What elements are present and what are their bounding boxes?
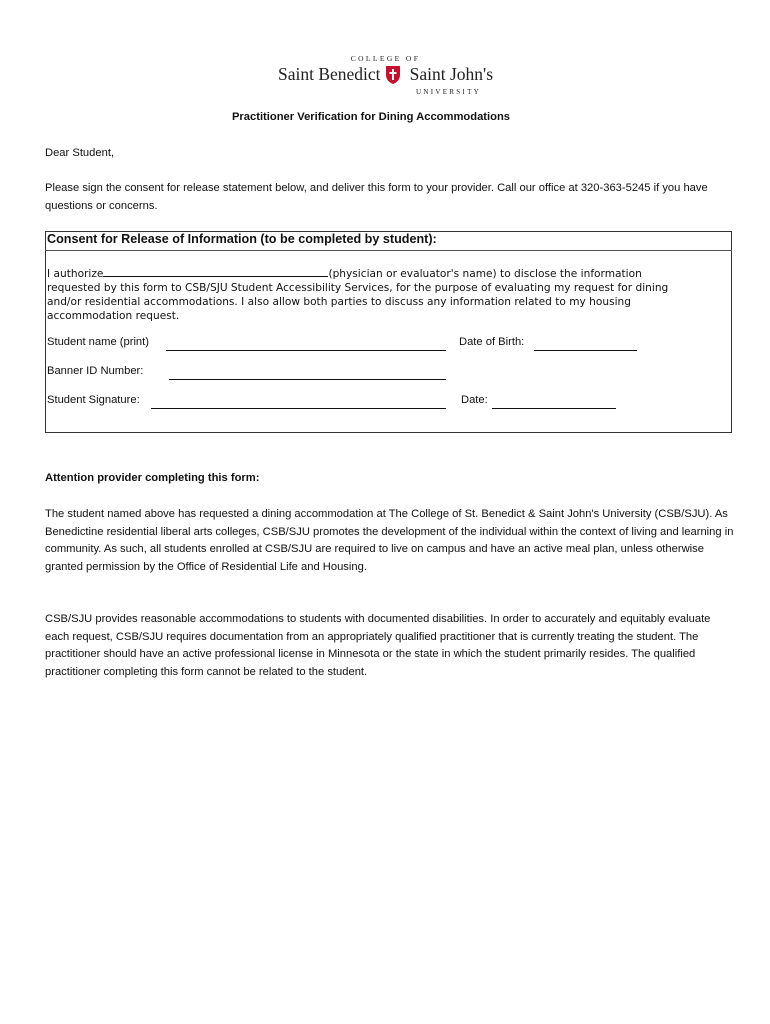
consent-heading: Consent for Release of Information (to be completed by student):	[47, 232, 437, 246]
authorization-statement	[47, 266, 687, 323]
provider-paragraph-1: The student named above has requested a dining accommodation at The College of St. Benedict & Saint John's University (CSB/SJU). As Benedictine residential liberal arts colleges, CSB/SJU promotes the development of the individual within the context of living and learning in community. As such, all students enrolled at CSB/SJU are required to live on campus and have an active meal plan, unless otherwise granted permission by the Office of Residential Life and Housing.	[45, 508, 734, 573]
logo-university: UNIVERSITY	[416, 88, 481, 96]
student-name-field[interactable]	[166, 350, 446, 351]
signature-label: Student Signature:	[47, 394, 140, 406]
signature-field[interactable]	[151, 408, 446, 409]
banner-id-label: Banner ID Number:	[47, 365, 144, 377]
document-title: Practitioner Verification for Dining Accommodations	[231, 111, 511, 123]
logo-college-of: COLLEGE OF	[350, 54, 421, 63]
banner-id-field[interactable]	[169, 379, 446, 380]
consent-section	[45, 231, 732, 433]
logo-wordmark	[278, 64, 493, 86]
evaluator-name-field[interactable]	[103, 266, 328, 277]
date-field[interactable]	[492, 408, 616, 409]
date-label: Date:	[461, 394, 488, 406]
authorize-prefix: I authorize	[47, 268, 104, 280]
logo-saint-benedict: Saint Benedict	[278, 64, 381, 84]
student-name-label: Student name (print)	[47, 336, 149, 348]
intro-paragraph: Please sign the consent for release statement below, and deliver this form to your provider. Call our office at 320-363-5245 if you have questions or concerns.	[45, 182, 708, 212]
logo-saint-johns: Saint John's	[409, 64, 493, 84]
dob-field[interactable]	[534, 350, 637, 351]
authorize-rest: information requested by this form to CSB/SJU Student Accessibility Services, for the purpose of evaluating my request for dining and/or residential accommodations. I also allow both parties to discuss any information related to my housing accommodation request.	[47, 268, 669, 322]
dob-label: Date of Birth:	[459, 336, 525, 348]
greeting: Dear Student,	[45, 147, 115, 159]
authorize-suffix: (physician or evaluator's name) to disclose the	[328, 268, 578, 280]
divider	[45, 250, 732, 251]
provider-heading: Attention provider completing this form:	[45, 472, 260, 484]
college-logo	[278, 54, 493, 98]
provider-paragraph-2: CSB/SJU provides reasonable accommodations to students with documented disabilities. In order to accurately and equitably evaluate each request, CSB/SJU requires documentation from an appropriately qualified practitioner that is currently treating the student. The practitioner should have an active professional license in Minnesota or the state in which the student primarily resides. The qualified practitioner completing this form cannot be related to the student.	[45, 613, 711, 678]
shield-cross-icon	[385, 65, 401, 85]
